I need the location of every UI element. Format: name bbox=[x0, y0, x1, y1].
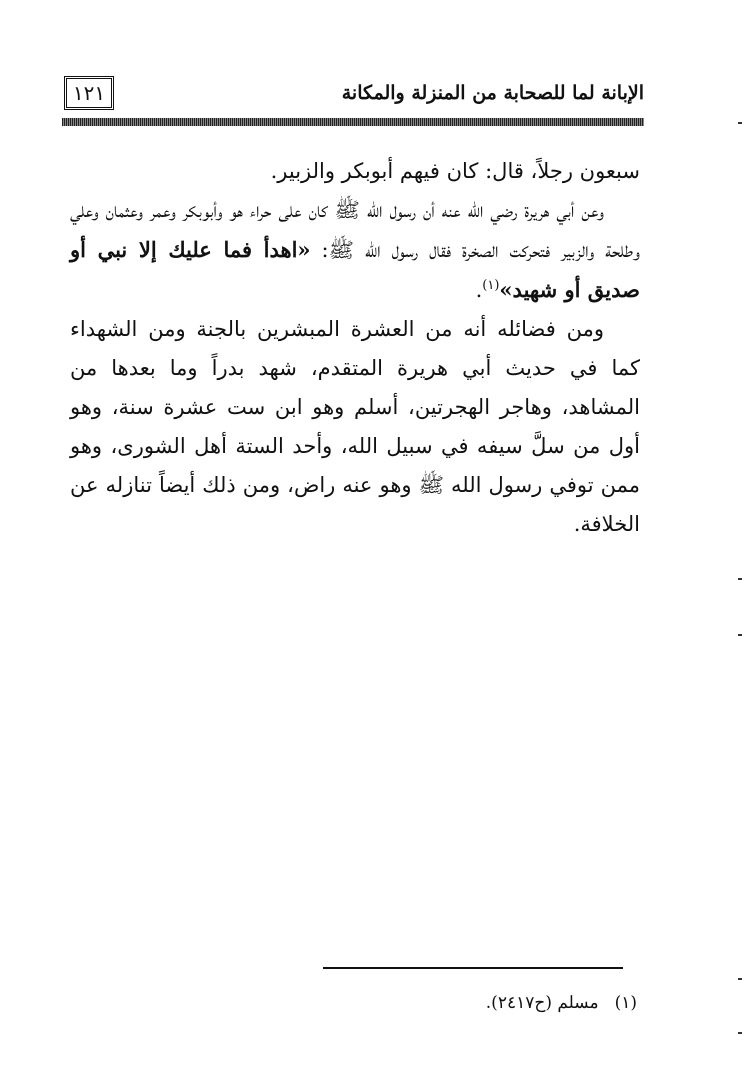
footnote-ref: (١) bbox=[482, 278, 500, 293]
paragraph-1: سبعون رجلاً، قال: كان فيهم أبوبكر والزبير. bbox=[270, 159, 640, 183]
header-rule bbox=[62, 118, 644, 126]
paragraph-2-end: . bbox=[475, 278, 483, 302]
scan-edge-mark bbox=[738, 122, 742, 124]
running-title: الإبانة لما للصحابة من المنزلة والمكانة bbox=[341, 82, 644, 104]
footnote-number: (١) bbox=[614, 993, 637, 1013]
footnote-rule bbox=[323, 967, 623, 969]
scan-edge-mark bbox=[738, 578, 742, 580]
main-text bbox=[70, 152, 640, 544]
paragraph-2-text: وعن أبي هريرة رضي الله عنه أن رسول الله ﷺ كان على حراء هو وأبوبكر وعمر وعثمان وعلي وطلحة والزبير فتحركت الصخرة فقال رسول الله ﷺ: bbox=[70, 198, 640, 262]
paragraph-3: ومن فضائله أنه من العشرة المبشرين بالجنة ومن الشهداء كما في حديث أبي هريرة المتقدم، شهد بدراً وما بعدها من المشاهد، وهاجر الهجرتين، أسلم وهو ابن ست عشرة سنة، وهو أول من سلَّ سيفه في سبيل الله، وأحد الستة أهل الشورى، وهو ممن توفي رسول الله ﷺ وهو عنه راض، ومن ذلك أيضاً تنازله عن الخلافة. bbox=[70, 317, 640, 536]
page-number: ١٢١ bbox=[64, 76, 114, 110]
hadith-quote: «اهدأ فما عليك إلا نبي أو صديق أو شهيد» bbox=[70, 237, 640, 302]
footnote-text: مسلم (ح٢٤١٧). bbox=[485, 993, 599, 1013]
paragraph-2 bbox=[70, 191, 640, 310]
scan-edge-mark bbox=[738, 1032, 742, 1034]
scan-edge-mark bbox=[738, 634, 742, 636]
footnote bbox=[486, 993, 637, 1013]
scan-edge-mark bbox=[738, 978, 742, 980]
page-header bbox=[62, 76, 644, 116]
